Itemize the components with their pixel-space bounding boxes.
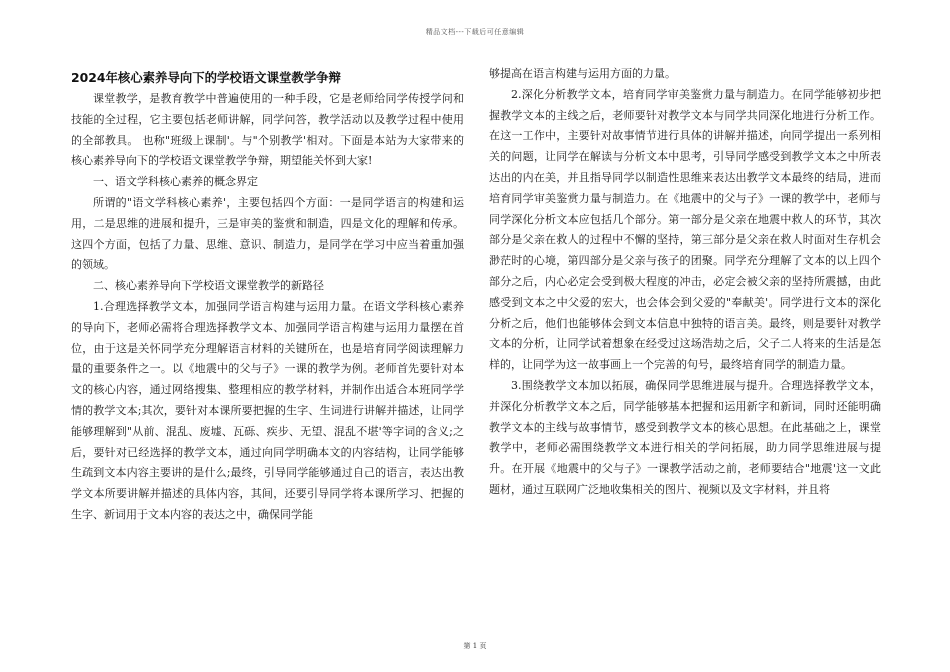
- right-column: [489, 64, 881, 501]
- intro-paragraph: 课堂教学，是教育教学中普遍使用的一种手段，它是老师给同学传授学问和技能的全过程，它主要包括老师讲解，同学问答，教学活动以及教学过程中使用的全部教具。 也称"班级上课制'。与"个别教学'相对。下面是本站为大家带来的核心素养导向下的学校语文课堂教学争辩，期望能关怀到大家!: [71, 92, 464, 168]
- section-heading-2: 二、核心素养导向下学校语文课堂教学的新路径: [93, 279, 324, 293]
- definition-paragraph: 所谓的"语文学科核心素养'，主要包括四个方面：一是同学语言的构建和运用，二是思维的进展和提升，三是审美的鉴赏和制造，四是文化的理解和传承。这四个方面，包括了力量、思维、意识、制造力，是同学在学习中应当着重加强的领域。: [71, 195, 464, 272]
- document-title: 2024年核心素养导向下的学校语文课堂教学争辩: [71, 70, 341, 85]
- page-number: 第 1 页: [463, 642, 487, 650]
- continuation-paragraph: 够提高在语言构建与运用方面的力量。: [489, 67, 676, 80]
- point-3-paragraph: 3.围绕教学文本加以拓展，确保同学思维进展与提升。合理选择教学文本，并深化分析教学文本之后，同学能够基本把握和运用新字和新词，同时还能明确教学文本的主线与故事情节，感受到教学文本的核心思想。在此基础之上，课堂教学中，老师必需围绕教学文本进行相关的学问拓展，助力同学思维进展与提升。在开展《地震中的父与子》一课教学活动之前，老师要结合"地震'这一文此题材，通过互联网广泛地收集相关的图片、视频以及文字材料，并且将: [489, 378, 881, 496]
- left-column: [71, 64, 464, 526]
- header-note: 精品文档---下载后可任意编辑: [425, 28, 525, 36]
- point-1-paragraph: 1.合理选择教学文本，加强同学语言构建与运用力量。在语文学科核心素养的导向下，老师必需将合理选择教学文本、加强同学语言构建与运用力量摆在首位，由于这是关怀同学充分理解语言材料的关键所在，也是培育同学阅读理解力量的重要条件之一。以《地震中的父与子》一课的教学为例。老师首先要针对本文的核心内容，通过网络搜集、整理相应的教学材料，并制作出适合本班同学学情的教学文本;其次，要针对本课所要把握的生字、生词进行讲解并描述，让同学能够理解到"从前、混乱、废墟、瓦砾、疾步、无望、混乱不堪'等字词的含义;之后，要针对已经选择的教学文本，通过向同学明确本文的内容结构，让同学能够生疏到文本内容主要讲的是什么;最终，引导同学能够通过自己的语言，表达出教学文本所要讲解并描述的具体内容，其间，还要引导同学将本课所学习、把握的生字、新词用于文本内容的表达之中，确保同学能: [71, 299, 464, 521]
- point-2-paragraph: 2.深化分析教学文本，培育同学审美鉴赏力量与制造力。在同学能够初步把握教学文本的主线之后，老师要针对教学文本与同学共同深化地进行分析工作。在这一工作中，主要针对故事情节进行具体的讲解并描述，向同学提出一系列相关的问题，让同学在解读与分析文本中思考，引导同学感受到教学文本之中所表达出的内在美，并且指导同学以制造性思维来表达出教学文本最终的结局，进而培育同学审美鉴赏力量与制造力。在《地震中的父与子》一课的教学中，老师与同学深化分析文本应包括几个部分。第一部分是父亲在地震中救人的环节，其次部分是父亲在救人的过程中不懈的坚持，第三部分是父亲在救人时面对生存机会渺茫时的心境，第四部分是父亲与孩子的团聚。同学充分理解了文本的以上四个部分之后，内心必定会受到极大程度的冲击，必定会被父亲的坚持所震撼，由此感受到文本之中父爱的宏大，也会体会到父爱的"奉献美'。同学进行文本的深化分析之后，他们也能够体会到文本信息中独特的语言美。最终，则是要针对教学文本的分析，让同学试着想象在经受过这场浩劫之后，父子二人将来的生活是怎样的，让同学为这一故事画上一个完善的句号，最终培育同学的制造力量。: [489, 87, 881, 372]
- section-heading-1: 一、语文学科核心素养的概念界定: [93, 175, 258, 189]
